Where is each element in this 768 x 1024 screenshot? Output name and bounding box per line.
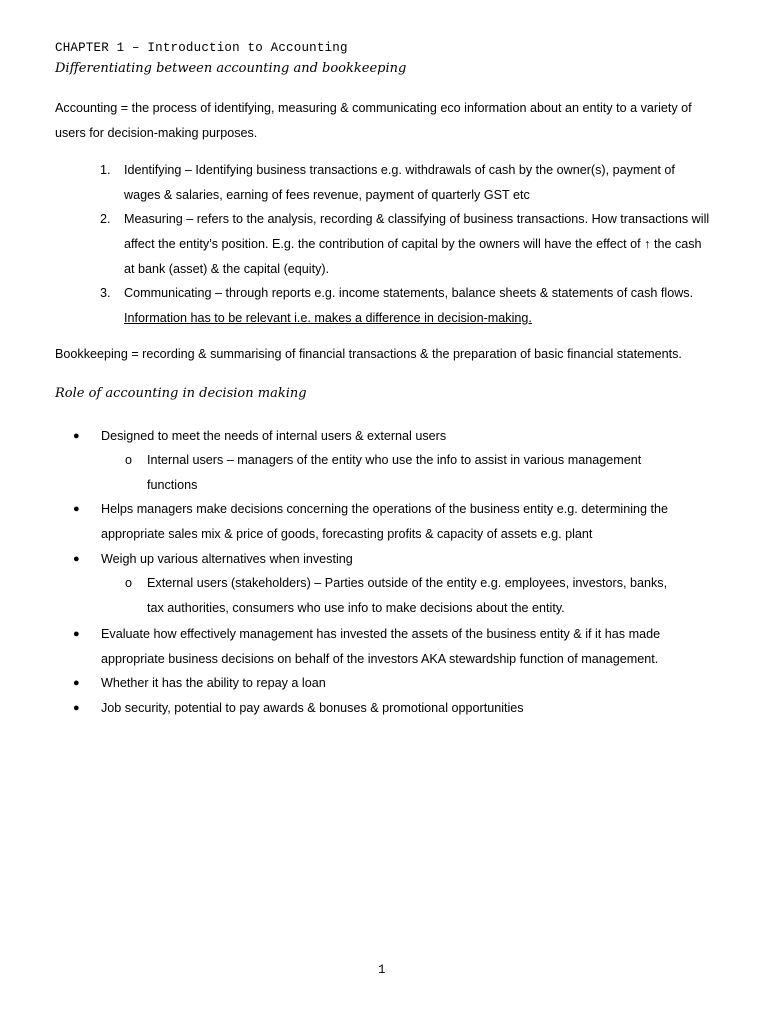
page-number: 1 <box>378 963 386 977</box>
bookkeeping-definition: Bookkeeping = recording & summarising of financial transactions & the preparation of basic financial statements. <box>55 347 682 361</box>
bullet-text: Designed to meet the needs of internal users & external users <box>101 429 447 443</box>
bullet-text: Whether it has the ability to repay a loan <box>101 676 326 690</box>
bullet-marker: ● <box>73 702 80 714</box>
bullet-item <box>73 497 713 547</box>
bullet-marker: ● <box>73 503 80 515</box>
bullet-marker: ● <box>73 628 80 640</box>
sub-bullet-item <box>125 571 685 621</box>
underlined-emphasis: Information has to be relevant i.e. makes a difference in decision-making. <box>124 311 532 325</box>
bullet-marker: ● <box>73 553 80 565</box>
accounting-definition: Accounting = the process of identifying, measuring & communicating eco information about an entity to a variety of users for decision-making purposes. <box>55 101 692 140</box>
numbered-item-communicating <box>100 281 712 331</box>
bullet-marker: ● <box>73 430 80 442</box>
chapter-subtitle: Differentiating between accounting and bookkeeping <box>55 61 407 76</box>
section-heading: Role of accounting in decision making <box>55 386 307 401</box>
list-number: 3. <box>100 286 111 300</box>
bullet-text: Job security, potential to pay awards & bonuses & promotional opportunities <box>101 701 524 715</box>
sub-bullet-text: External users (stakeholders) – Parties outside of the entity e.g. employees, investors, banks, tax authorities, consumers who use info to make decisions about the entity. <box>147 576 668 615</box>
sub-bullet-text: Internal users – managers of the entity who use the info to assist in various management functions <box>147 453 642 492</box>
numbered-item-identifying <box>100 158 712 208</box>
list-number: 1. <box>100 163 111 177</box>
bullet-text: Weigh up various alternatives when investing <box>101 552 353 566</box>
list-item-text-plain: Communicating – through reports e.g. income statements, balance sheets & statements of cash flows. <box>124 286 694 300</box>
sub-bullet-marker: o <box>125 453 133 467</box>
bullet-item <box>73 622 713 672</box>
bullet-item <box>73 671 713 696</box>
list-number: 2. <box>100 212 111 226</box>
sub-bullet-marker: o <box>125 576 133 590</box>
bullet-text: Helps managers make decisions concerning the operations of the business entity e.g. determining the appropriate sales mix & price of goods, forecasting profits & capacity of assets e.g. plant <box>101 502 669 541</box>
bullet-item <box>73 547 713 572</box>
numbered-item-measuring <box>100 207 712 282</box>
bullet-item <box>73 424 713 449</box>
list-item-text <box>124 281 712 331</box>
bullet-marker: ● <box>73 677 80 689</box>
list-item-text: Measuring – refers to the analysis, recording & classifying of business transactions. How transactions will affect the entity’s position. E.g. the contribution of capital by the owners will have the effect of ↑ the cash at bank (asset) & the capital (equity). <box>124 212 710 276</box>
bullet-text: Evaluate how effectively management has invested the assets of the business entity & if it has made appropriate business decisions on behalf of the investors AKA stewardship function of management. <box>101 627 661 666</box>
list-item-text: Identifying – Identifying business transactions e.g. withdrawals of cash by the owner(s), payment of wages & salaries, earning of fees revenue, payment of quarterly GST etc <box>124 163 675 202</box>
bullet-item <box>73 696 713 721</box>
chapter-title: CHAPTER 1 – Introduction to Accounting <box>55 41 348 55</box>
sub-bullet-item <box>125 448 685 498</box>
